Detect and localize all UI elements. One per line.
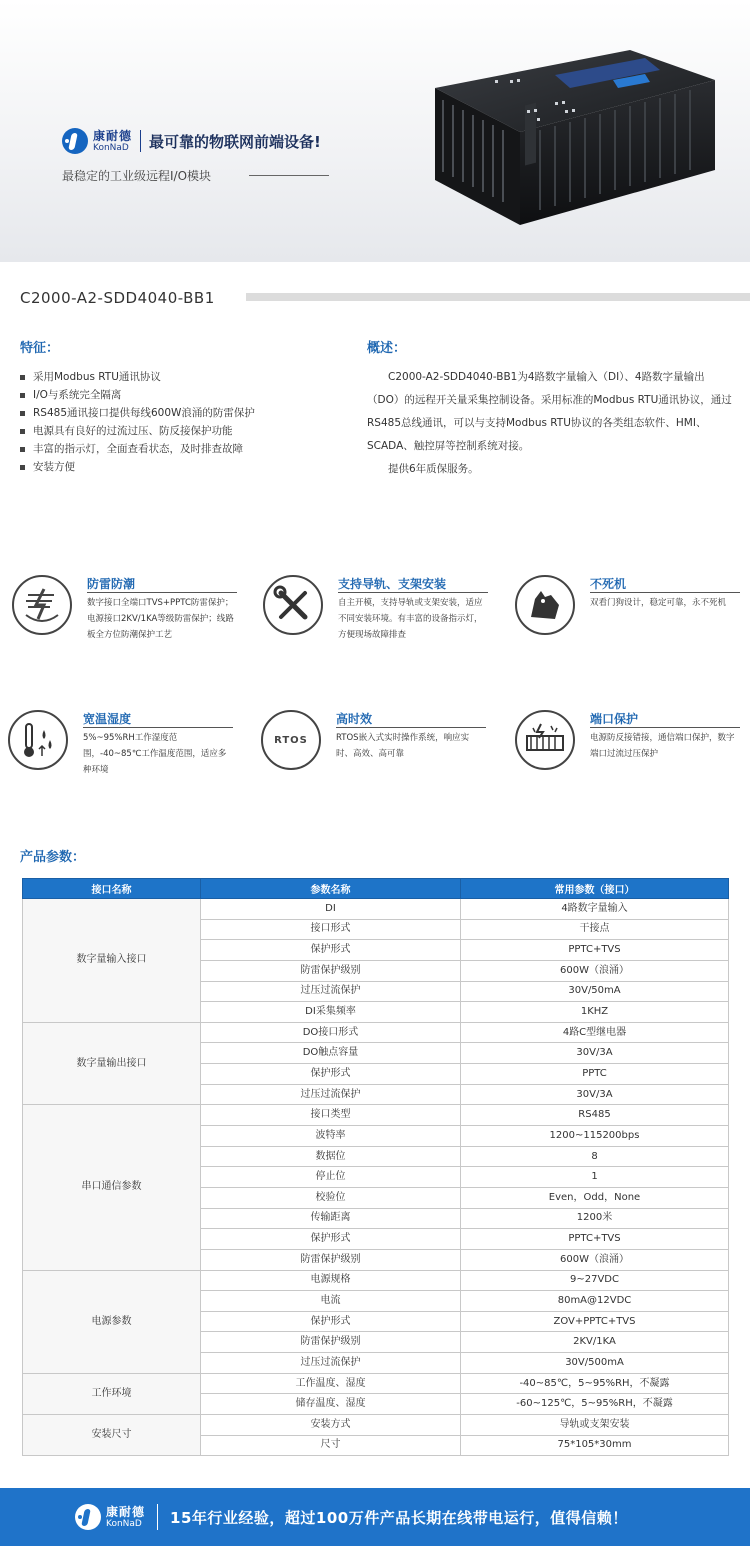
konnad-logo-icon (62, 128, 88, 154)
param-value-cell: 80mA@12VDC (461, 1291, 729, 1312)
feature-block-port-protection (515, 710, 740, 790)
table-row (23, 1022, 729, 1043)
thermometer-icon (8, 710, 68, 770)
logo-en: KonNaD (106, 1518, 142, 1529)
feature-block-rtos (261, 710, 486, 790)
table-header-row (23, 879, 729, 899)
param-value-cell: 1KHZ (461, 1002, 729, 1023)
param-name-cell: 保护形式 (201, 940, 461, 961)
footer-banner (0, 1488, 750, 1546)
col-header-value: 常用参数（接口） (461, 879, 729, 899)
block-desc: RTOS嵌入式实时操作系统，响应实时、高效、高可靠 (336, 733, 470, 759)
rtos-icon-text: RTOS (274, 734, 308, 746)
footer-logo (75, 1504, 628, 1530)
param-name-cell: DI采集频率 (201, 1002, 461, 1023)
features-title: 特征： (20, 341, 60, 356)
param-name-cell: 防雷保护级别 (201, 1249, 461, 1270)
block-desc: 自主开模，支持导轨或支架安装，适应不同安装环境。有丰富的设备指示灯，方便现场故障排查 (338, 598, 483, 640)
konnad-logo-icon (75, 1504, 101, 1530)
block-rule (590, 727, 740, 728)
table-row (23, 1105, 729, 1126)
block-title: 支持导轨、支架安装 (338, 577, 447, 591)
features-list (20, 368, 255, 476)
param-value-cell: 4路数字量输入 (461, 899, 729, 920)
params-title: 产品参数： (20, 850, 86, 865)
table-row (23, 1373, 729, 1394)
subslogan-rule (249, 175, 329, 176)
block-title: 高时效 (336, 712, 373, 726)
block-title: 宽温湿度 (83, 712, 132, 726)
wrench-screwdriver-icon (263, 575, 323, 635)
block-desc: 数字接口全端口TVS+PPTC防雷保护；电源接口2KV/1KA等级防雷保护；线路板全方位防潮保护工艺 (87, 598, 234, 640)
model-title: C2000-A2-SDD4040-BB1 (20, 289, 215, 307)
param-name-cell: 过压过流保护 (201, 1084, 461, 1105)
logo-divider (140, 130, 141, 152)
param-value-cell: 干接点 (461, 919, 729, 940)
overview-text (367, 366, 732, 481)
feature-item: 丰富的指示灯，全面查看状态，及时排查故障 (20, 440, 255, 458)
terminal-protect-icon (515, 710, 575, 770)
param-name-cell: 接口形式 (201, 919, 461, 940)
hero-subslogan: 最稳定的工业级远程I/O模块 (62, 169, 212, 183)
block-desc: 双看门狗设计，稳定可靠，永不死机 (590, 598, 727, 608)
group-name-cell: 数字量输出接口 (23, 1022, 201, 1105)
param-name-cell: 尺寸 (201, 1435, 461, 1456)
feature-item: 电源具有良好的过流过压、防反接保护功能 (20, 422, 255, 440)
block-rule (87, 592, 237, 593)
param-value-cell: 30V/3A (461, 1043, 729, 1064)
feature-item: 安装方便 (20, 458, 255, 476)
param-name-cell: 电源规格 (201, 1270, 461, 1291)
param-name-cell: 工作温度、湿度 (201, 1373, 461, 1394)
feature-block-watchdog (515, 575, 740, 655)
param-value-cell: -40~85℃，5~95%RH，不凝露 (461, 1373, 729, 1394)
logo-cn: 康耐德 (106, 1504, 146, 1519)
overview-title: 概述： (367, 341, 407, 356)
model-title-bar (246, 293, 750, 301)
rtos-icon (261, 710, 321, 770)
feature-item: 采用Modbus RTU通讯协议 (20, 368, 255, 386)
param-name-cell: 传输距离 (201, 1208, 461, 1229)
param-value-cell: 1200米 (461, 1208, 729, 1229)
hero-banner (0, 0, 750, 262)
overview-warranty: 提供6年质保服务。 (388, 463, 479, 475)
param-value-cell: 30V/3A (461, 1084, 729, 1105)
group-name-cell: 串口通信参数 (23, 1105, 201, 1270)
param-value-cell: 4路C型继电器 (461, 1022, 729, 1043)
block-rule (590, 592, 740, 593)
table-row (23, 899, 729, 920)
brand-logo (62, 128, 321, 154)
param-value-cell: 30V/50mA (461, 981, 729, 1002)
param-value-cell: 2KV/1KA (461, 1332, 729, 1353)
params-table-body (23, 899, 729, 1456)
param-value-cell: 600W（浪涌） (461, 960, 729, 981)
feature-block-mounting (263, 575, 488, 655)
lightning-shield-icon (12, 575, 72, 635)
param-value-cell: 9~27VDC (461, 1270, 729, 1291)
param-value-cell: RS485 (461, 1105, 729, 1126)
block-title: 不死机 (590, 577, 627, 591)
footer-slogan: 15年行业经验，超过100万件产品长期在线带电运行，值得信赖！ (170, 1508, 628, 1527)
block-title: 端口保护 (590, 712, 639, 726)
logo-cn: 康耐德 (93, 128, 133, 143)
param-name-cell: DO触点容量 (201, 1043, 461, 1064)
param-name-cell: 电流 (201, 1291, 461, 1312)
param-value-cell: 75*105*30mm (461, 1435, 729, 1456)
param-name-cell: 停止位 (201, 1167, 461, 1188)
param-value-cell: Even，Odd，None (461, 1187, 729, 1208)
param-name-cell: 保护形式 (201, 1064, 461, 1085)
group-name-cell: 电源参数 (23, 1270, 201, 1373)
table-row (23, 1415, 729, 1436)
param-name-cell: DO接口形式 (201, 1022, 461, 1043)
param-value-cell: 30V/500mA (461, 1353, 729, 1374)
param-value-cell: PPTC (461, 1064, 729, 1085)
param-value-cell: 600W（浪涌） (461, 1249, 729, 1270)
feature-item: RS485通讯接口提供每线600W浪涌的防雷保护 (20, 404, 255, 422)
device-image (415, 40, 725, 230)
param-value-cell: 1 (461, 1167, 729, 1188)
group-name-cell: 数字量输入接口 (23, 899, 201, 1023)
block-desc: 5%~95%RH工作湿度范围，-40~85℃工作温度范围，适应多种环境 (83, 733, 227, 775)
param-name-cell: 储存温度、湿度 (201, 1394, 461, 1415)
group-name-cell: 安装尺寸 (23, 1415, 201, 1456)
param-value-cell: PPTC+TVS (461, 940, 729, 961)
param-name-cell: 防雷保护级别 (201, 960, 461, 981)
param-value-cell: PPTC+TVS (461, 1229, 729, 1250)
hero-slogan: 最可靠的物联网前端设备! (149, 132, 321, 151)
block-rule (338, 592, 488, 593)
param-name-cell: 安装方式 (201, 1415, 461, 1436)
param-name-cell: 保护形式 (201, 1311, 461, 1332)
param-name-cell: DI (201, 899, 461, 920)
table-row (23, 1270, 729, 1291)
col-header-param: 参数名称 (201, 879, 461, 899)
col-header-interface: 接口名称 (23, 879, 201, 899)
param-name-cell: 防雷保护级别 (201, 1332, 461, 1353)
params-table (22, 878, 729, 1456)
param-value-cell: 导轨或支架安装 (461, 1415, 729, 1436)
feature-block-lightning (12, 575, 237, 655)
overview-paragraph: C2000-A2-SDD4040-BB1为4路数字量输入（DI）、4路数字量输出（DO）的远程开关量采集控制设备。采用标准的Modbus RTU通讯协议，通过RS485总线通讯，可以与支持Modbus RTU协议的各类组态软件、HMI、SCADA、触控屏等控制系统对接。 (367, 371, 732, 452)
feature-block-temperature (8, 710, 233, 790)
block-desc: 电源防反接错接，通信端口保护，数字端口过流过压保护 (590, 733, 735, 759)
block-title: 防雷防潮 (87, 577, 136, 591)
block-rule (83, 727, 233, 728)
param-name-cell: 波特率 (201, 1126, 461, 1147)
param-name-cell: 过压过流保护 (201, 1353, 461, 1374)
param-name-cell: 校验位 (201, 1187, 461, 1208)
logo-en: KonNaD (93, 142, 129, 153)
group-name-cell: 工作环境 (23, 1373, 201, 1414)
watchdog-icon (515, 575, 575, 635)
feature-item: I/O与系统完全隔离 (20, 386, 255, 404)
param-name-cell: 过压过流保护 (201, 981, 461, 1002)
param-value-cell: -60~125℃，5~95%RH，不凝露 (461, 1394, 729, 1415)
param-value-cell: 8 (461, 1146, 729, 1167)
param-name-cell: 数据位 (201, 1146, 461, 1167)
block-rule (336, 727, 486, 728)
logo-divider (157, 1504, 158, 1530)
param-name-cell: 接口类型 (201, 1105, 461, 1126)
param-value-cell: 1200~115200bps (461, 1126, 729, 1147)
param-name-cell: 保护形式 (201, 1229, 461, 1250)
param-value-cell: ZOV+PPTC+TVS (461, 1311, 729, 1332)
